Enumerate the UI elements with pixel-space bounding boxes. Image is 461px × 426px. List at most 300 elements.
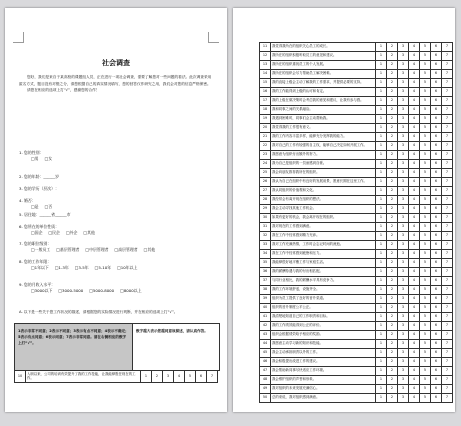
scale-option[interactable]: 4 xyxy=(409,385,420,394)
scale-option[interactable]: 1 xyxy=(376,79,387,88)
scale-option[interactable]: 6 xyxy=(431,340,442,349)
scale-option[interactable]: 5 xyxy=(420,178,431,187)
scale-option[interactable]: 5 xyxy=(420,205,431,214)
scale-option[interactable]: 5 xyxy=(420,250,431,259)
scale-option[interactable]: 1 xyxy=(376,250,387,259)
scale-option[interactable]: 3 xyxy=(398,88,409,97)
option-checkbox[interactable]: □否 xyxy=(44,204,53,209)
scale-option[interactable]: 1 xyxy=(376,349,387,358)
scale-option[interactable]: 6 xyxy=(431,151,442,160)
scale-option[interactable]: 3 xyxy=(398,214,409,223)
scale-option[interactable]: 2 xyxy=(387,277,398,286)
scale-option[interactable]: 1 xyxy=(376,241,387,250)
scale-option[interactable]: 3 xyxy=(398,241,409,250)
scale-option[interactable]: 1 xyxy=(376,169,387,178)
scale-option[interactable]: 5 xyxy=(185,371,196,383)
scale-option[interactable]: 2 xyxy=(387,331,398,340)
option-checkbox[interactable]: □8000以上 xyxy=(120,288,142,293)
scale-option[interactable]: 5 xyxy=(420,358,431,367)
scale-option[interactable]: 3 xyxy=(398,277,409,286)
scale-option[interactable]: 1 xyxy=(141,371,152,383)
scale-option[interactable]: 3 xyxy=(398,70,409,79)
scale-option[interactable]: 1 xyxy=(376,367,387,376)
option-checkbox[interactable]: □民企 xyxy=(48,230,60,235)
option-checkbox[interactable]: □其他 xyxy=(83,230,95,235)
scale-option[interactable]: 1 xyxy=(376,115,387,124)
scale-option[interactable]: 2 xyxy=(387,178,398,187)
scale-option[interactable]: 4 xyxy=(409,88,420,97)
option-checkbox[interactable]: □10年以上 xyxy=(117,265,138,270)
scale-option[interactable]: 1 xyxy=(376,178,387,187)
scale-option[interactable]: 1 xyxy=(376,214,387,223)
option-checkbox[interactable]: □基层管理者 xyxy=(56,247,80,252)
scale-option[interactable]: 7 xyxy=(442,286,453,295)
scale-option[interactable]: 1 xyxy=(376,268,387,277)
scale-option[interactable]: 6 xyxy=(431,322,442,331)
scale-option[interactable]: 3 xyxy=(398,223,409,232)
scale-option[interactable]: 3 xyxy=(398,385,409,394)
scale-option[interactable]: 2 xyxy=(387,358,398,367)
scale-option[interactable]: 3 xyxy=(398,97,409,106)
scale-option[interactable]: 2 xyxy=(387,295,398,304)
scale-option[interactable]: 1 xyxy=(376,70,387,79)
scale-option[interactable]: 4 xyxy=(174,371,185,383)
scale-option[interactable]: 3 xyxy=(398,250,409,259)
scale-option[interactable]: 1 xyxy=(376,331,387,340)
scale-option[interactable]: 1 xyxy=(376,43,387,52)
scale-option[interactable]: 6 xyxy=(431,124,442,133)
scale-option[interactable]: 7 xyxy=(442,52,453,61)
scale-option[interactable]: 3 xyxy=(398,61,409,70)
scale-option[interactable]: 5 xyxy=(420,259,431,268)
scale-option[interactable]: 2 xyxy=(387,79,398,88)
scale-option[interactable]: 5 xyxy=(420,52,431,61)
scale-option[interactable]: 3 xyxy=(398,124,409,133)
scale-option[interactable]: 4 xyxy=(409,259,420,268)
scale-option[interactable]: 3 xyxy=(398,394,409,403)
scale-option[interactable]: 6 xyxy=(431,394,442,403)
scale-option[interactable]: 3 xyxy=(398,286,409,295)
scale-option[interactable]: 3 xyxy=(398,187,409,196)
scale-option[interactable]: 6 xyxy=(431,88,442,97)
scale-option[interactable]: 6 xyxy=(431,106,442,115)
scale-option[interactable]: 7 xyxy=(442,43,453,52)
scale-option[interactable]: 3 xyxy=(398,313,409,322)
scale-option[interactable]: 7 xyxy=(442,259,453,268)
scale-option[interactable]: 5 xyxy=(420,367,431,376)
scale-option[interactable]: 4 xyxy=(409,205,420,214)
scale-option[interactable]: 7 xyxy=(442,223,453,232)
scale-option[interactable]: 7 xyxy=(442,376,453,385)
scale-option[interactable]: 7 xyxy=(207,371,218,383)
scale-option[interactable]: 4 xyxy=(409,340,420,349)
scale-option[interactable]: 6 xyxy=(431,304,442,313)
scale-option[interactable]: 5 xyxy=(420,277,431,286)
scale-option[interactable]: 7 xyxy=(442,187,453,196)
scale-option[interactable]: 4 xyxy=(409,61,420,70)
scale-option[interactable]: 3 xyxy=(398,358,409,367)
scale-option[interactable]: 2 xyxy=(387,187,398,196)
scale-option[interactable]: 4 xyxy=(409,304,420,313)
scale-option[interactable]: 2 xyxy=(387,61,398,70)
scale-option[interactable]: 7 xyxy=(442,151,453,160)
scale-option[interactable]: 5 xyxy=(420,304,431,313)
scale-option[interactable]: 4 xyxy=(409,313,420,322)
scale-option[interactable]: 4 xyxy=(409,268,420,277)
scale-option[interactable]: 4 xyxy=(409,241,420,250)
scale-option[interactable]: 5 xyxy=(420,394,431,403)
scale-option[interactable]: 7 xyxy=(442,295,453,304)
scale-option[interactable]: 3 xyxy=(398,142,409,151)
scale-option[interactable]: 7 xyxy=(442,97,453,106)
scale-option[interactable]: 4 xyxy=(409,79,420,88)
scale-option[interactable]: 7 xyxy=(442,304,453,313)
scale-option[interactable]: 1 xyxy=(376,385,387,394)
scale-option[interactable]: 3 xyxy=(398,79,409,88)
scale-option[interactable]: 4 xyxy=(409,43,420,52)
scale-option[interactable]: 5 xyxy=(420,43,431,52)
scale-option[interactable]: 1 xyxy=(376,196,387,205)
scale-option[interactable]: 5 xyxy=(420,151,431,160)
scale-option[interactable]: 2 xyxy=(387,205,398,214)
scale-option[interactable]: 4 xyxy=(409,160,420,169)
scale-option[interactable]: 5 xyxy=(420,196,431,205)
scale-option[interactable]: 3 xyxy=(398,349,409,358)
scale-option[interactable]: 3 xyxy=(398,205,409,214)
scale-option[interactable]: 6 xyxy=(431,250,442,259)
scale-option[interactable]: 1 xyxy=(376,394,387,403)
scale-option[interactable]: 1 xyxy=(376,304,387,313)
scale-option[interactable]: 2 xyxy=(387,97,398,106)
scale-option[interactable]: 5 xyxy=(420,79,431,88)
scale-option[interactable]: 7 xyxy=(442,385,453,394)
scale-option[interactable]: 1 xyxy=(376,286,387,295)
scale-option[interactable]: 2 xyxy=(387,349,398,358)
option-checkbox[interactable]: □高层管理者 xyxy=(114,247,138,252)
scale-option[interactable]: 5 xyxy=(420,106,431,115)
scale-option[interactable]: 1 xyxy=(376,142,387,151)
scale-option[interactable]: 2 xyxy=(387,214,398,223)
scale-option[interactable]: 1 xyxy=(376,52,387,61)
scale-option[interactable]: 2 xyxy=(387,223,398,232)
scale-option[interactable]: 2 xyxy=(387,52,398,61)
scale-option[interactable]: 1 xyxy=(376,340,387,349)
scale-option[interactable]: 4 xyxy=(409,97,420,106)
scale-option[interactable]: 1 xyxy=(376,277,387,286)
scale-option[interactable]: 6 xyxy=(431,349,442,358)
scale-option[interactable]: 7 xyxy=(442,61,453,70)
scale-option[interactable]: 2 xyxy=(387,286,398,295)
scale-option[interactable]: 2 xyxy=(387,394,398,403)
scale-option[interactable]: 7 xyxy=(442,106,453,115)
scale-option[interactable]: 4 xyxy=(409,178,420,187)
scale-option[interactable]: 2 xyxy=(387,304,398,313)
option-checkbox[interactable]: □1-3年 xyxy=(54,265,69,270)
scale-option[interactable]: 6 xyxy=(431,385,442,394)
scale-option[interactable]: 3 xyxy=(398,160,409,169)
scale-option[interactable]: 7 xyxy=(442,205,453,214)
option-checkbox[interactable]: □3-5年 xyxy=(74,265,89,270)
scale-option[interactable]: 5 xyxy=(420,124,431,133)
scale-option[interactable]: 5 xyxy=(420,187,431,196)
scale-option[interactable]: 3 xyxy=(398,367,409,376)
scale-option[interactable]: 6 xyxy=(431,205,442,214)
scale-option[interactable]: 7 xyxy=(442,88,453,97)
option-checkbox[interactable]: □女 xyxy=(44,156,53,161)
scale-option[interactable]: 3 xyxy=(398,340,409,349)
scale-option[interactable]: 6 xyxy=(431,232,442,241)
scale-option[interactable]: 5 xyxy=(420,115,431,124)
scale-option[interactable]: 4 xyxy=(409,106,420,115)
scale-option[interactable]: 2 xyxy=(387,259,398,268)
scale-option[interactable]: 7 xyxy=(442,277,453,286)
scale-option[interactable]: 6 xyxy=(431,313,442,322)
option-checkbox[interactable]: □其他 xyxy=(143,247,156,252)
scale-option[interactable]: 6 xyxy=(431,61,442,70)
scale-option[interactable]: 3 xyxy=(398,376,409,385)
option-checkbox[interactable]: □男 xyxy=(31,156,39,161)
scale-option[interactable]: 2 xyxy=(387,43,398,52)
scale-option[interactable]: 2 xyxy=(387,133,398,142)
scale-option[interactable]: 3 xyxy=(398,232,409,241)
scale-option[interactable]: 1 xyxy=(376,232,387,241)
scale-option[interactable]: 6 xyxy=(431,178,442,187)
scale-option[interactable]: 3 xyxy=(398,106,409,115)
scale-option[interactable]: 4 xyxy=(409,295,420,304)
scale-option[interactable]: 5 xyxy=(420,241,431,250)
scale-option[interactable]: 2 xyxy=(387,151,398,160)
scale-option[interactable]: 5 xyxy=(420,322,431,331)
scale-option[interactable]: 2 xyxy=(387,322,398,331)
scale-option[interactable]: 1 xyxy=(376,223,387,232)
scale-option[interactable]: 1 xyxy=(376,133,387,142)
scale-option[interactable]: 4 xyxy=(409,196,420,205)
scale-option[interactable]: 4 xyxy=(409,322,420,331)
scale-option[interactable]: 5 xyxy=(420,214,431,223)
scale-option[interactable]: 6 xyxy=(431,142,442,151)
scale-option[interactable]: 3 xyxy=(398,43,409,52)
scale-option[interactable]: 1 xyxy=(376,106,387,115)
scale-option[interactable]: 1 xyxy=(376,187,387,196)
scale-option[interactable]: 6 xyxy=(431,241,442,250)
scale-option[interactable]: 5 xyxy=(420,331,431,340)
scale-option[interactable]: 5 xyxy=(420,133,431,142)
scale-option[interactable]: 5 xyxy=(420,232,431,241)
scale-option[interactable]: 3 xyxy=(398,259,409,268)
scale-option[interactable]: 3 xyxy=(163,371,174,383)
scale-option[interactable]: 3 xyxy=(398,133,409,142)
scale-option[interactable]: 1 xyxy=(376,259,387,268)
scale-option[interactable]: 5 xyxy=(420,70,431,79)
scale-option[interactable]: 7 xyxy=(442,268,453,277)
scale-option[interactable]: 6 xyxy=(431,367,442,376)
scale-option[interactable]: 7 xyxy=(442,331,453,340)
option-checkbox[interactable]: □中层管理者 xyxy=(85,247,109,252)
scale-option[interactable]: 6 xyxy=(431,259,442,268)
option-checkbox[interactable]: □外企 xyxy=(65,230,78,235)
scale-option[interactable]: 1 xyxy=(376,160,387,169)
scale-option[interactable]: 5 xyxy=(420,376,431,385)
scale-option[interactable]: 4 xyxy=(409,394,420,403)
scale-option[interactable]: 1 xyxy=(376,376,387,385)
option-checkbox[interactable]: □5-10年 xyxy=(94,265,112,270)
scale-option[interactable]: 4 xyxy=(409,124,420,133)
scale-option[interactable]: 7 xyxy=(442,250,453,259)
scale-option[interactable]: 6 xyxy=(431,214,442,223)
scale-option[interactable]: 1 xyxy=(376,295,387,304)
scale-option[interactable]: 2 xyxy=(387,169,398,178)
scale-option[interactable]: 4 xyxy=(409,250,420,259)
scale-option[interactable]: 4 xyxy=(409,277,420,286)
option-checkbox[interactable]: □是 xyxy=(31,204,39,209)
scale-option[interactable]: 2 xyxy=(387,115,398,124)
scale-option[interactable]: 4 xyxy=(409,214,420,223)
scale-option[interactable]: 2 xyxy=(387,250,398,259)
scale-option[interactable]: 7 xyxy=(442,214,453,223)
scale-option[interactable]: 5 xyxy=(420,61,431,70)
scale-option[interactable]: 4 xyxy=(409,286,420,295)
scale-option[interactable]: 6 xyxy=(431,277,442,286)
scale-option[interactable]: 7 xyxy=(442,358,453,367)
option-checkbox[interactable]: □5000-8000 xyxy=(89,288,115,293)
scale-option[interactable]: 1 xyxy=(376,322,387,331)
scale-option[interactable]: 3 xyxy=(398,52,409,61)
scale-option[interactable]: 4 xyxy=(409,142,420,151)
scale-option[interactable]: 6 xyxy=(431,268,442,277)
scale-option[interactable]: 4 xyxy=(409,223,420,232)
scale-option[interactable]: 6 xyxy=(431,133,442,142)
scale-option[interactable]: 2 xyxy=(387,232,398,241)
scale-option[interactable]: 5 xyxy=(420,313,431,322)
scale-option[interactable]: 2 xyxy=(387,268,398,277)
scale-option[interactable]: 3 xyxy=(398,196,409,205)
scale-option[interactable]: 6 xyxy=(431,187,442,196)
scale-option[interactable]: 4 xyxy=(409,349,420,358)
scale-option[interactable]: 5 xyxy=(420,142,431,151)
scale-option[interactable]: 6 xyxy=(431,331,442,340)
option-checkbox[interactable]: □3000-5000 xyxy=(58,288,84,293)
scale-option[interactable]: 7 xyxy=(442,349,453,358)
scale-option[interactable]: 6 xyxy=(431,196,442,205)
scale-option[interactable]: 6 xyxy=(431,43,442,52)
option-checkbox[interactable]: □国企 xyxy=(31,230,43,235)
scale-option[interactable]: 7 xyxy=(442,160,453,169)
scale-option[interactable]: 3 xyxy=(398,295,409,304)
scale-option[interactable]: 4 xyxy=(409,358,420,367)
scale-option[interactable]: 4 xyxy=(409,115,420,124)
scale-option[interactable]: 7 xyxy=(442,241,453,250)
scale-option[interactable]: 6 xyxy=(431,358,442,367)
scale-option[interactable]: 4 xyxy=(409,187,420,196)
scale-option[interactable]: 7 xyxy=(442,124,453,133)
option-checkbox[interactable]: □一般员工 xyxy=(31,247,51,252)
scale-option[interactable]: 6 xyxy=(431,286,442,295)
scale-option[interactable]: 5 xyxy=(420,169,431,178)
scale-option[interactable]: 7 xyxy=(442,115,453,124)
scale-option[interactable]: 3 xyxy=(398,322,409,331)
scale-option[interactable]: 6 xyxy=(431,70,442,79)
scale-option[interactable]: 5 xyxy=(420,223,431,232)
scale-option[interactable]: 3 xyxy=(398,331,409,340)
scale-option[interactable]: 4 xyxy=(409,151,420,160)
scale-option[interactable]: 1 xyxy=(376,205,387,214)
scale-option[interactable]: 2 xyxy=(387,124,398,133)
scale-option[interactable]: 7 xyxy=(442,196,453,205)
scale-option[interactable]: 1 xyxy=(376,88,387,97)
scale-option[interactable]: 7 xyxy=(442,70,453,79)
scale-option[interactable]: 7 xyxy=(442,178,453,187)
scale-option[interactable]: 7 xyxy=(442,322,453,331)
scale-option[interactable]: 2 xyxy=(387,241,398,250)
scale-option[interactable]: 5 xyxy=(420,268,431,277)
scale-option[interactable]: 5 xyxy=(420,295,431,304)
scale-option[interactable]: 3 xyxy=(398,169,409,178)
scale-option[interactable]: 6 xyxy=(431,97,442,106)
scale-option[interactable]: 4 xyxy=(409,232,420,241)
scale-option[interactable]: 2 xyxy=(387,385,398,394)
scale-option[interactable]: 2 xyxy=(152,371,163,383)
scale-option[interactable]: 1 xyxy=(376,358,387,367)
scale-option[interactable]: 3 xyxy=(398,151,409,160)
option-checkbox[interactable]: □3000以下 xyxy=(31,288,53,293)
scale-option[interactable]: 5 xyxy=(420,385,431,394)
scale-option[interactable]: 1 xyxy=(376,97,387,106)
scale-option[interactable]: 7 xyxy=(442,169,453,178)
scale-option[interactable]: 6 xyxy=(431,79,442,88)
scale-option[interactable]: 7 xyxy=(442,232,453,241)
scale-option[interactable]: 2 xyxy=(387,106,398,115)
scale-option[interactable]: 4 xyxy=(409,376,420,385)
scale-option[interactable]: 7 xyxy=(442,394,453,403)
scale-option[interactable]: 2 xyxy=(387,142,398,151)
scale-option[interactable]: 6 xyxy=(431,223,442,232)
scale-option[interactable]: 3 xyxy=(398,115,409,124)
scale-option[interactable]: 5 xyxy=(420,160,431,169)
scale-option[interactable]: 7 xyxy=(442,79,453,88)
scale-option[interactable]: 6 xyxy=(431,169,442,178)
scale-option[interactable]: 6 xyxy=(431,115,442,124)
scale-option[interactable]: 7 xyxy=(442,142,453,151)
scale-option[interactable]: 6 xyxy=(431,295,442,304)
scale-option[interactable]: 6 xyxy=(431,52,442,61)
scale-option[interactable]: 1 xyxy=(376,313,387,322)
scale-option[interactable]: 7 xyxy=(442,313,453,322)
scale-option[interactable]: 4 xyxy=(409,367,420,376)
scale-option[interactable]: 3 xyxy=(398,268,409,277)
scale-option[interactable]: 3 xyxy=(398,178,409,187)
scale-option[interactable]: 4 xyxy=(409,169,420,178)
scale-option[interactable]: 4 xyxy=(409,331,420,340)
scale-option[interactable]: 4 xyxy=(409,133,420,142)
scale-option[interactable]: 6 xyxy=(431,376,442,385)
option-checkbox[interactable]: □1年以下 xyxy=(31,265,49,270)
scale-option[interactable]: 2 xyxy=(387,160,398,169)
scale-option[interactable]: 7 xyxy=(442,133,453,142)
scale-option[interactable]: 2 xyxy=(387,196,398,205)
scale-option[interactable]: 7 xyxy=(442,340,453,349)
scale-option[interactable]: 6 xyxy=(196,371,207,383)
scale-option[interactable]: 5 xyxy=(420,349,431,358)
scale-option[interactable]: 4 xyxy=(409,70,420,79)
scale-option[interactable]: 7 xyxy=(442,367,453,376)
scale-option[interactable]: 1 xyxy=(376,61,387,70)
scale-option[interactable]: 3 xyxy=(398,304,409,313)
scale-option[interactable]: 2 xyxy=(387,376,398,385)
scale-option[interactable]: 2 xyxy=(387,70,398,79)
scale-option[interactable]: 4 xyxy=(409,52,420,61)
scale-option[interactable]: 5 xyxy=(420,97,431,106)
scale-option[interactable]: 2 xyxy=(387,367,398,376)
